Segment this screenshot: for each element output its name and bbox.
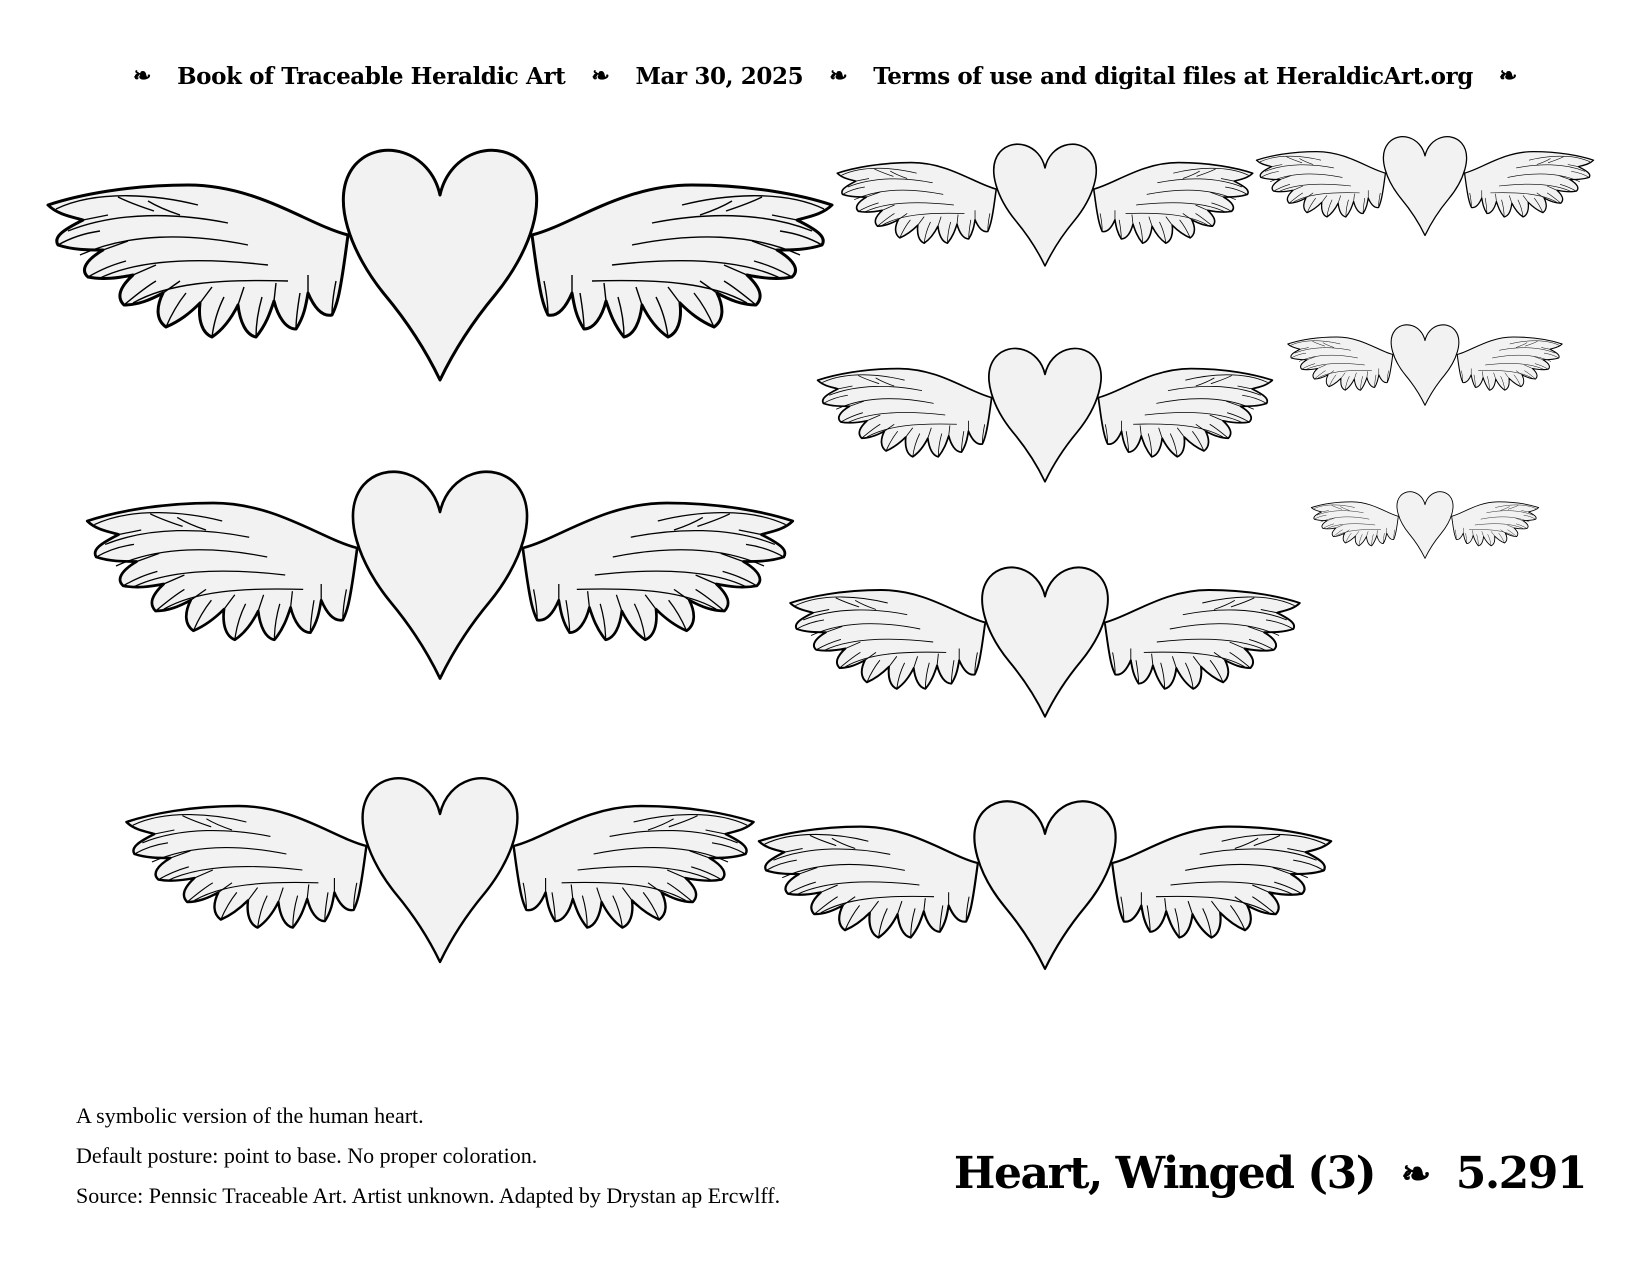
winged-heart-medium-3 — [790, 567, 1300, 716]
fleuron-icon: ❧ — [591, 63, 610, 89]
plate-caption — [954, 1148, 1586, 1199]
header-date: Mar 30, 2025 — [635, 62, 804, 90]
terms-link[interactable]: Terms of use and digital files at HeraldicArt.org — [873, 62, 1473, 90]
winged-heart-large-3 — [126, 778, 753, 962]
fleuron-icon: ❧ — [133, 63, 152, 89]
winged-heart-small-3 — [1311, 492, 1538, 559]
plate-name: Heart, Winged (3) — [953, 1148, 1376, 1199]
winged-heart-small-1 — [1256, 137, 1593, 236]
winged-heart-medium-4 — [759, 801, 1331, 969]
winged-heart-large-1 — [48, 150, 832, 380]
description-line: A symbolic version of the human heart. — [76, 1103, 424, 1128]
winged-heart-medium-2 — [818, 348, 1273, 481]
fleuron-icon: ❧ — [1401, 1152, 1430, 1195]
winged-heart-large-2 — [87, 472, 793, 679]
description — [76, 1096, 780, 1216]
description-line: Default posture: point to base. No proper coloration. — [76, 1143, 538, 1168]
book-title: Book of Traceable Heraldic Art — [177, 62, 566, 90]
plate-number: 5.291 — [1455, 1148, 1586, 1199]
winged-heart-medium-1 — [837, 144, 1253, 266]
fleuron-icon: ❧ — [829, 63, 848, 89]
fleuron-icon: ❧ — [1498, 63, 1517, 89]
description-line: Source: Pennsic Traceable Art. Artist unknown. Adapted by Drystan ap Ercwlff. — [76, 1183, 781, 1208]
winged-heart-small-2 — [1288, 325, 1562, 405]
